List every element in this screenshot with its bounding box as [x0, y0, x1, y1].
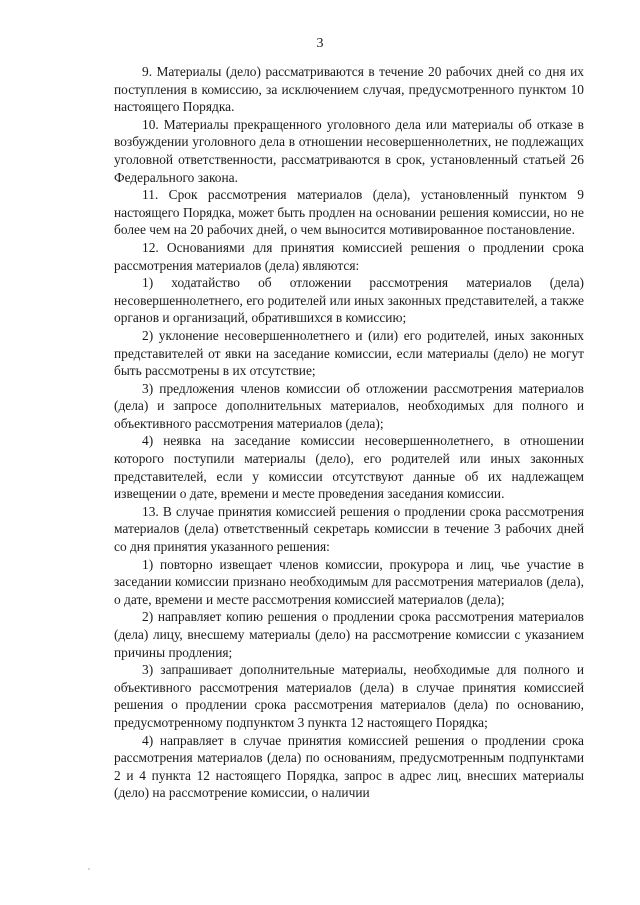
paragraph-12-item-3: 3) предложения членов комиссии об отложении рассмотрения материалов (дела) и запросе дополнительных материалов, необходимых для полного и объективного рассмотрения материалов (дела); [114, 380, 584, 431]
paragraph-12-item-4: 4) неявка на заседание комиссии несовершеннолетнего, в отношении которого поступили материалы (дело), его родителей или иных законных представителей, если у комиссии отсутствуют данные об их надлежащем извещении о дате, времени и месте проведения заседания комиссии. [114, 433, 584, 502]
document-body [114, 63, 584, 802]
paragraph-13-item-4: 4) направляет в случае принятия комиссией решения о продлении срока рассмотрения материалов (дела) по основаниям, предусмотренным подпунктами 2 и 4 пункта 12 настоящего Порядка, запрос в адрес лиц, внесших материалы (дело) на рассмотрение комиссии, о наличии [114, 732, 584, 801]
paragraph-12: 12. Основаниями для принятия комиссией решения о продлении срока рассмотрения материалов (дела) являются: [114, 239, 584, 273]
paragraph-12-item-1: 1) ходатайство об отложении рассмотрения материалов (дела) несовершеннолетнего, его родителей или иных законных представителей, а также органов и организаций, обратившихся в комиссию; [114, 275, 584, 326]
paragraph-10: 10. Материалы прекращенного уголовного дела или материалы об отказе в возбуждении уголовного дела в отношении несовершеннолетних, не подлежащих уголовной ответственности, рассматриваются в срок, установленный статьей 26 Федерального закона. [114, 116, 584, 185]
paragraph-13: 13. В случае принятия комиссией решения о продлении срока рассмотрения материалов (дела) ответственный секретарь комиссии в течение 3 рабочих дней со дня принятия указанного решения: [114, 503, 584, 555]
paragraph-9: 9. Материалы (дело) рассматриваются в течение 20 рабочих дней со дня их поступления в комиссию, за исключением случая, предусмотренного пунктом 10 настоящего Порядка. [114, 64, 584, 115]
paragraph-13-item-2: 2) направляет копию решения о продлении срока рассмотрения материалов (дела) лицу, внесшему материалы (дело) на рассмотрение комиссии с указанием причины продления; [114, 609, 584, 660]
page-number: 3 [316, 36, 324, 51]
paragraph-12-item-2: 2) уклонение несовершеннолетнего и (или) его родителей, иных законных представителей от явки на заседание комиссии, если материалы (дело) не могут быть рассмотрены в их отсутствие; [114, 327, 584, 379]
scan-speck [88, 868, 90, 870]
paragraph-13-item-1: 1) повторно извещает членов комиссии, прокурора и лиц, чье участие в заседании комиссии признано необходимым для рассмотрения материалов (дела), о дате, времени и месте рассмотрения комиссией материалов (дела); [114, 556, 584, 607]
paragraph-11: 11. Срок рассмотрения материалов (дела), установленный пунктом 9 настоящего Порядка, может быть продлен на основании решения комиссии, но не более чем на 20 рабочих дней, о чем выносится мотивированное постановление. [114, 187, 584, 238]
paragraph-13-item-3: 3) запрашивает дополнительные материалы, необходимые для полного и объективного рассмотрения материалов (дела) в случае принятия комиссией решения о продлении срока рассмотрения материалов (дела) по основанию, предусмотренному подпунктом 3 пункта 12 настоящего Порядка; [114, 662, 584, 730]
